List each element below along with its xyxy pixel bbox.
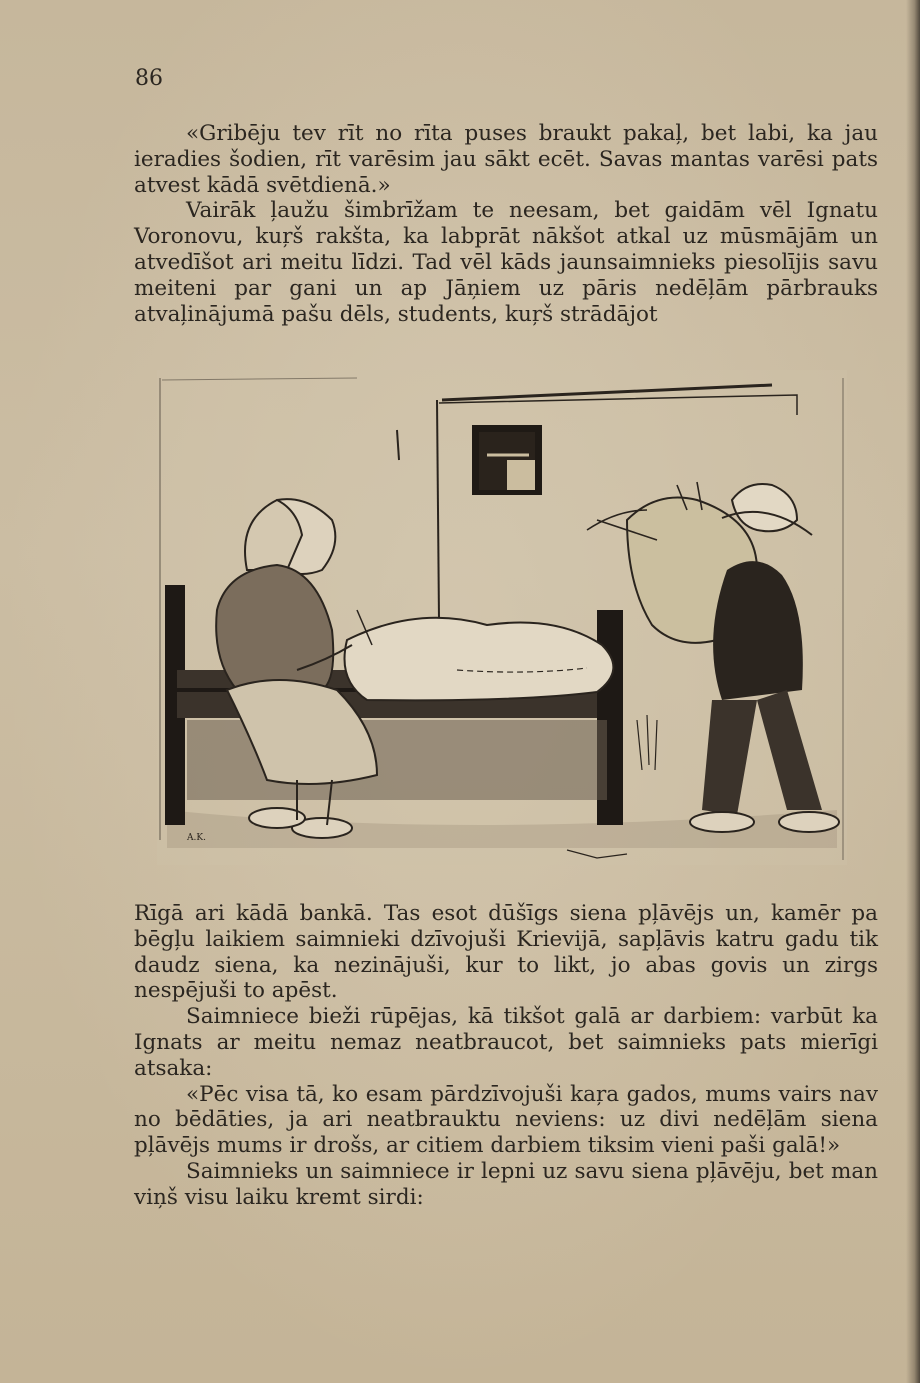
paragraph-riga-banka: Rīgā ari kādā bankā. Tas esot dūšīgs siena pļāvējs un, kamēr pa bēgļu laikiem saimnieki dzīvojuši Krievijā, sapļāvis katru gadu tik daudz siena, ka nezinājuši, kur to likt, jo abas govis un zirgs nespējuši to apēst. (134, 901, 878, 1004)
paragraph-saimnieks-lepni: Saimnieks un saimniece ir lepni uz savu siena pļāvēju, bet man viņš visu laiku kremt sirdi: (134, 1158, 878, 1210)
paragraph-quote-pec-visa: «Pēc visa tā, ko esam pārdzīvojuši kaŗa gados, mums vairs nav no bēdāties, ja ari neatbrauktu neviens: uz divi nedēļām siena pļāvējs mums ir drošs, ar citiem darbiem tiksim vieni paši galā!» (134, 1081, 878, 1159)
bottom-text-block (134, 901, 878, 1211)
paragraph-vairak-lauzu: Vairāk ļaužu šimbrīžam te neesam, bet gaidām vēl Ignatu Voronovu, kuŗš rakšta, ka labprāt nākšot atkal uz mūsmājām un atvedīšot ari meitu līdzi. Tad vēl kāds jaunsaimnieks piesolījis savu meiteni par gani un ap Jāņiem uz pāris nedēļām pārbrauks atvaļinājumā pašu dēls, students, kuŗš strādājot (134, 198, 878, 327)
illustration-signature: A.K. (187, 833, 206, 843)
illustration-drawing (157, 370, 847, 865)
illustration-bed-hay (157, 370, 847, 865)
page-edge-shadow (906, 0, 920, 1383)
top-text-block (134, 121, 878, 327)
page-number: 86 (135, 66, 163, 91)
paragraph-quote-gribeju: «Gribēju tev rīt no rīta puses braukt pakaļ, bet labi, ka jau ieradies šodien, rīt varēsim jau sākt ecēt. Savas mantas varēsi pats atvest kādā svētdienā.» (134, 121, 878, 198)
paragraph-saimniece-rupejas: Saimniece bieži rūpējas, kā tikšot galā ar darbiem: varbūt ka Ignats ar meitu nemaz neatbraucot, bet saimnieks pats mierīgi atsaka: (134, 1004, 878, 1081)
